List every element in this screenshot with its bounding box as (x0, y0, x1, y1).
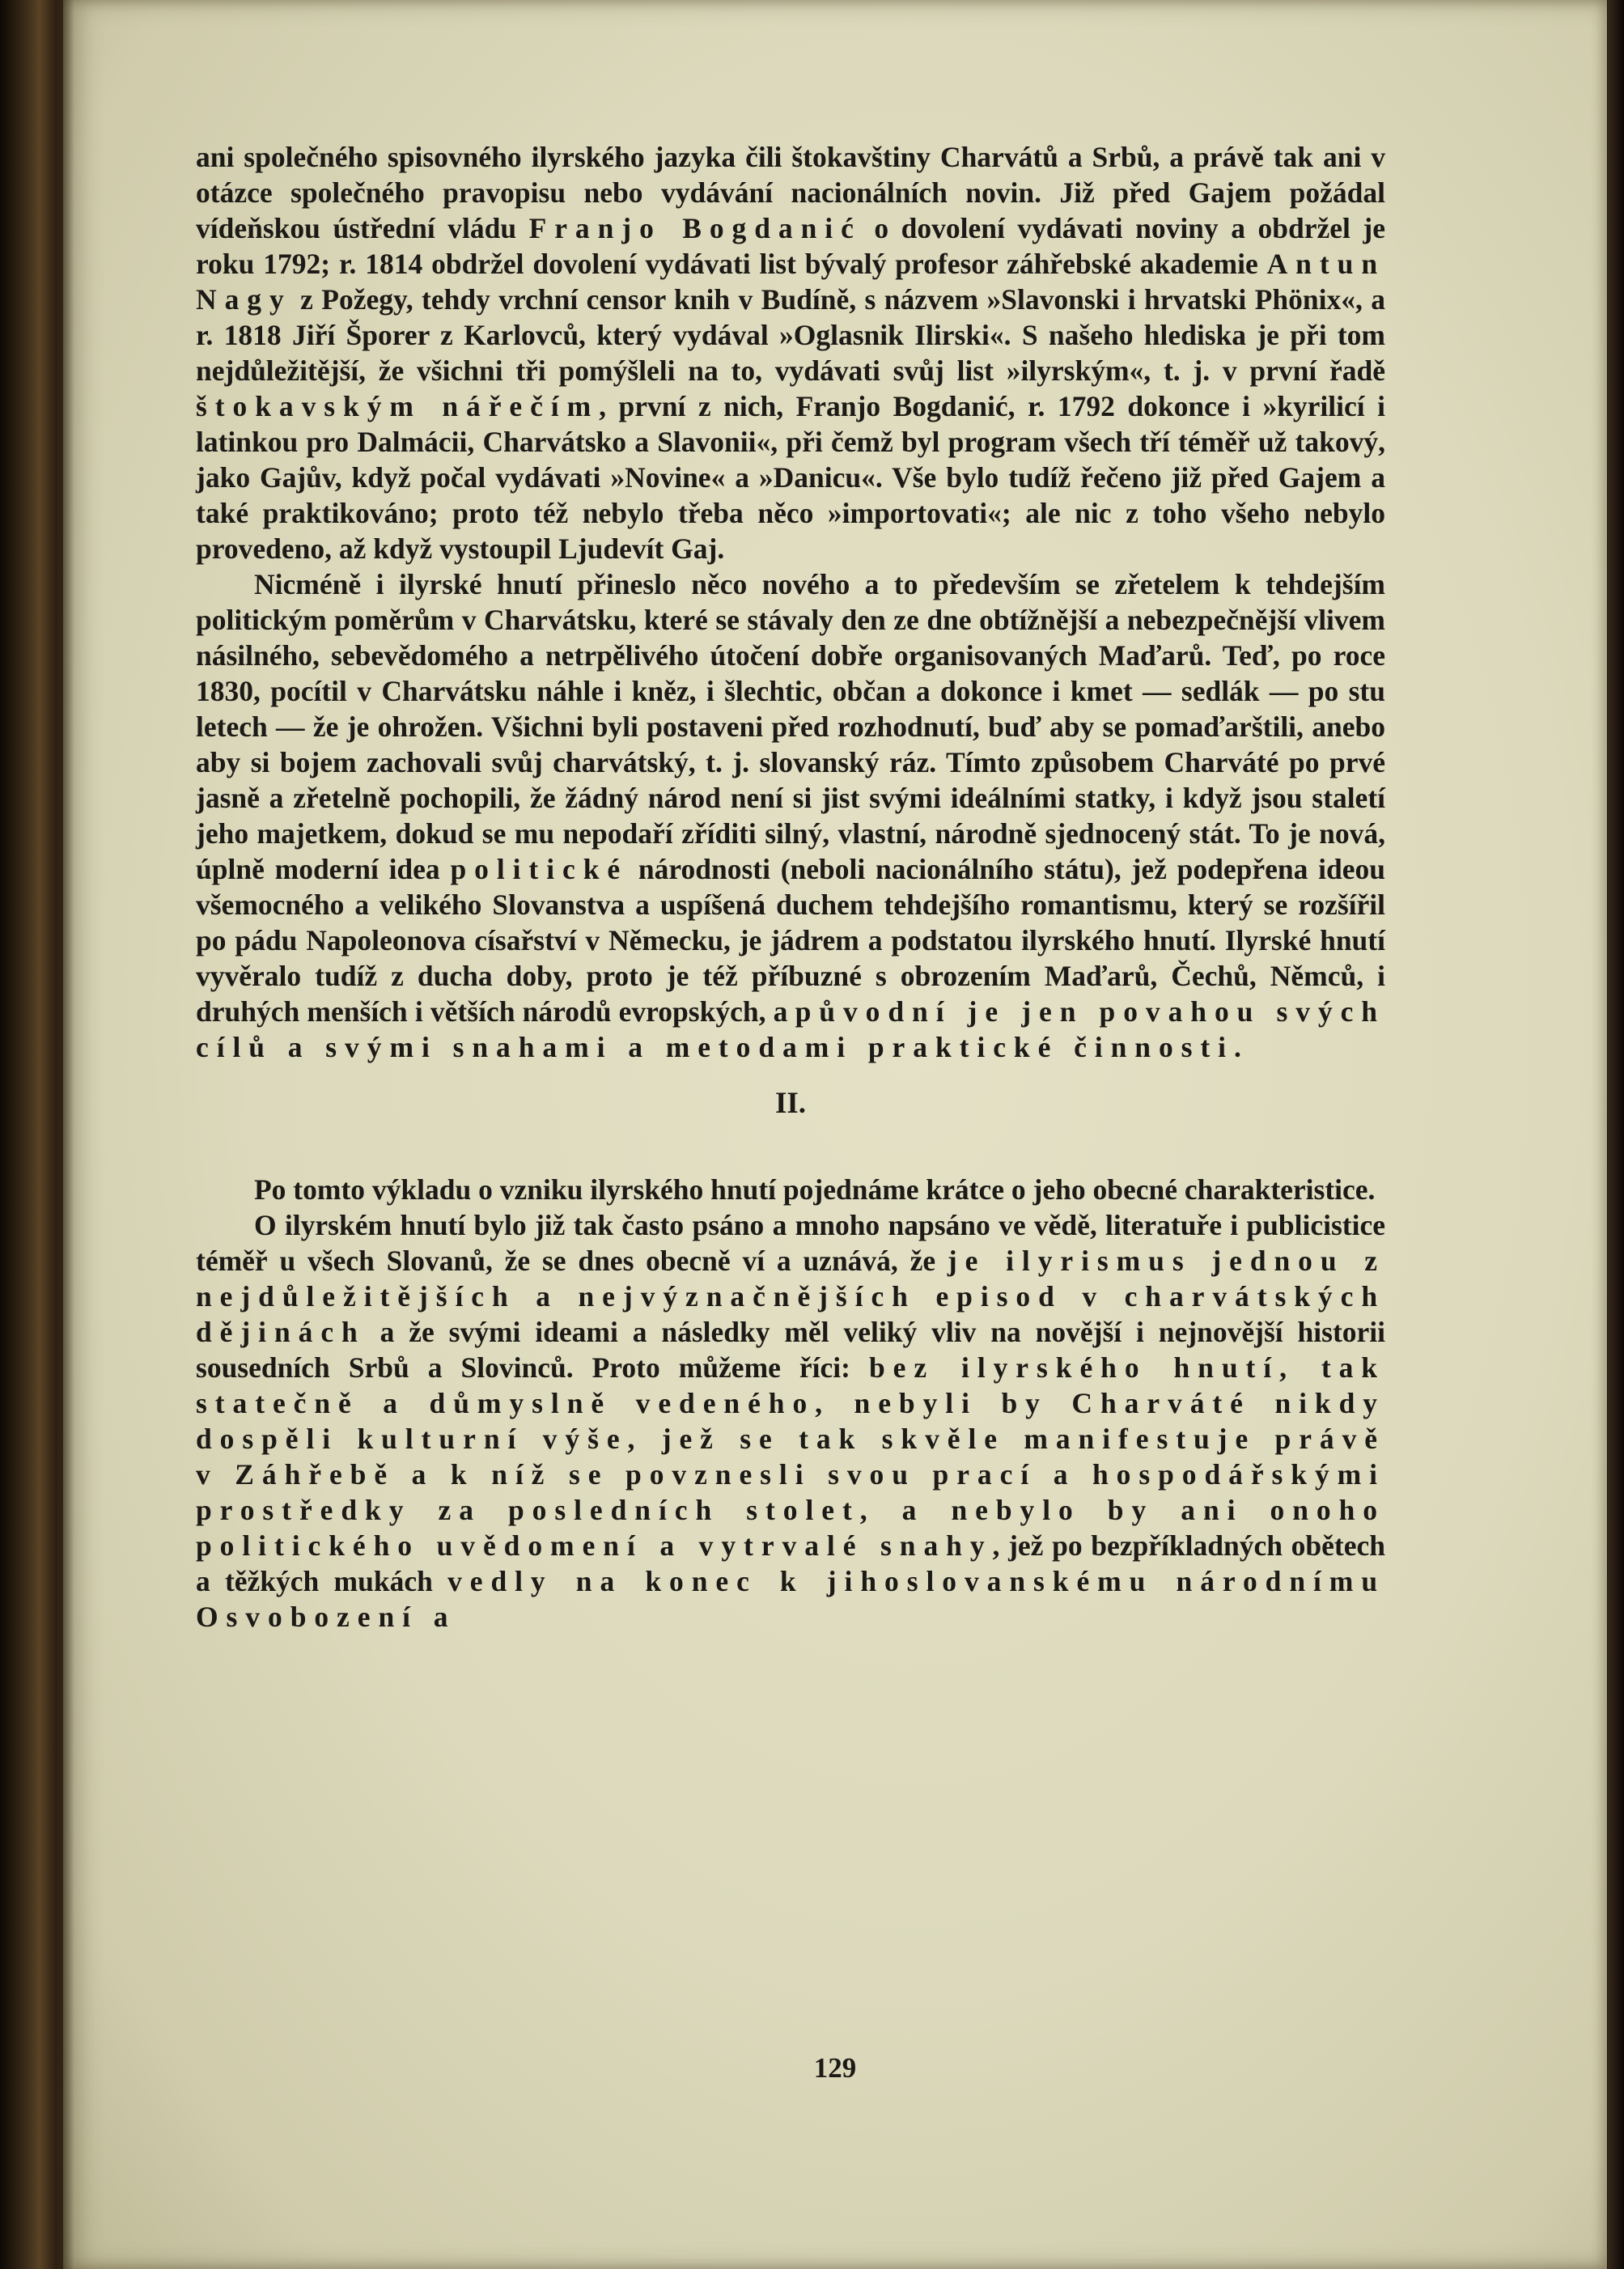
paragraph-1-text-c: z Požegy, tehdy vrchní censor knih v Budíně, s názvem »Slavonski i hrvatski Phönix«, a r. 1818 Jiří Šporer z Karlovců, který vydával »Oglasnik Ilirski«. S našeho hlediska je při tom nejdůležitější, že všichni tři pomýšleli na to, vydávati svůj list »ilyrským«, t. j. v první řadě (196, 283, 1385, 387)
paragraph-4 (196, 1207, 1385, 1635)
paragraph-1-text-b: o dovolení vydávati noviny a obdržel je roku 1792; r. 1814 obdržel dovolení vydávati list bývalý profesor záhřebské akademie (196, 212, 1385, 280)
paragraph-2 (196, 566, 1385, 1065)
spaced-name-nagy: Antun Nagy (196, 248, 1385, 316)
paragraph-4-text-a: O ilyrském hnutí bylo již tak často psáno a mnoho napsáno ve vědě, literatuře i publicistice téměř u všech Slovanů, že se dnes obecně ví a uznává, že (196, 1209, 1385, 1277)
spaced-vedly: vedly na konec k jihoslovanskému národnímu Osvobození a (196, 1565, 1385, 1633)
section-heading: II. (774, 1087, 807, 1120)
page-gutter-shadow (63, 0, 74, 2269)
spaced-puvodni: původní je jen povahou svých cílů a svými snahami a metodami praktické činnosti (196, 995, 1385, 1063)
spaced-ilyrismus: je ilyrismus jednou z nejdůležitějších a nejvýznačnějších episod v charvátských dějinách (196, 1245, 1385, 1348)
spaced-name-bogdanic: Franjo Bogdanić (528, 212, 862, 244)
paragraph-3: Po tomto výkladu o vzniku ilyrského hnutí pojednáme krátce o jeho obecné charakteristice. (254, 1173, 1376, 1206)
paragraph-2-text-b: národnosti (neboli nacionálního státu), jež podepřena ideou všemocného a velikého Slovanstva a uspíšená duchem tehdejšího romantismu, který se rozšířil po pádu Napoleonova císařství v Německu, je jádrem a podstatou ilyrského hnutí. Ilyrské hnutí vyvěralo tudíž z ducha doby, proto je též příbuzné s obrozením Maďarů, Čechů, Němců, i druhých menších i větších národů evropských, a (196, 853, 1385, 1028)
right-page-edge (1608, 0, 1624, 2269)
spaced-bez-ilyrskeho: bez ilyrského hnutí, tak statečně a důmyslně vedeného, nebyli by Charváté nikdy dospěli kulturní výše, jež se tak skvěle manifestuje právě v Záhřebě a k níž se povznesli svou prací a hospodářskými prostředky za posledních stolet, a nebylo by ani onoho politického uvědomení a vytrvalé snahy (196, 1351, 1385, 1562)
paragraph-1-text-a: ani společného spisovného ilyrského jazyka čili štokavštiny Charvátů a Srbů, a právě tak ani v otázce společného pravopisu nebo vydávání nacionálních novin. Již před Gajem požádal vídeňskou ústřední vládu (196, 141, 1385, 244)
paragraph-1-text-d: , první z nich, Franjo Bogdanić, r. 1792 dokonce i »kyrilicí i latinkou pro Dalmácii, Charvátsko a Slavonii«, při čemž byl program všech tří téměř už takový, jako Gajův, když počal vydávati »Novine« a »Danicu«. Vše bylo tudíž řečeno již před Gajem a také praktikováno; proto též nebylo třeba něco »importovati«; ale nic z toho všeho nebylo provedeno, až když vystoupil Ljudevít Gaj. (196, 390, 1385, 565)
spaced-politicke: politické (450, 853, 629, 885)
page-text (196, 139, 1385, 1635)
paragraph-1 (196, 139, 1385, 566)
paragraph-4-text-b: a že svými ideami a následky měl veliký vliv na novější i nejnovější historii sousedních Srbů a Slovinců. Proto můžeme říci: (196, 1316, 1385, 1384)
paragraph-2-text-a: Nicméně i ilyrské hnutí přineslo něco nového a to především se zřetelem k tehdejším politickým poměrům v Charvátsku, které se stávaly den ze dne obtížnější a nebezpečnější vlivem násilného, sebevědomého a netrpělivého útočení dobře organisovaných Maďarů. Teď, po roce 1830, pocítil v Charvátsku náhle i kněz, i šlechtic, občan a dokonce i kmet — sedlák — po stu letech — že je ohrožen. Všichni byli postaveni před rozhodnutí, buď aby se pomaďarštili, anebo aby si bojem zachovali svůj charvátský, t. j. slovanský ráz. Tímto způsobem Charváté po prvé jasně a zřetelně pochopili, že žádný národ není si jist svými ideálními statky, i když jsou staletí jeho majetkem, dokud se mu nepodaří zříditi silný, vlastní, národně sjednocený stát. To je nová, úplně moderní idea (196, 568, 1385, 885)
book-spine (0, 0, 57, 2269)
page-number: 129 (813, 2052, 857, 2084)
paragraph-4-text-c: , jež po bezpříkladných obětech a těžkých mukách (196, 1529, 1385, 1597)
spaced-stokavskym: štokavským nářečím (196, 390, 600, 422)
paragraph-2-text-c: . (1233, 1031, 1241, 1063)
